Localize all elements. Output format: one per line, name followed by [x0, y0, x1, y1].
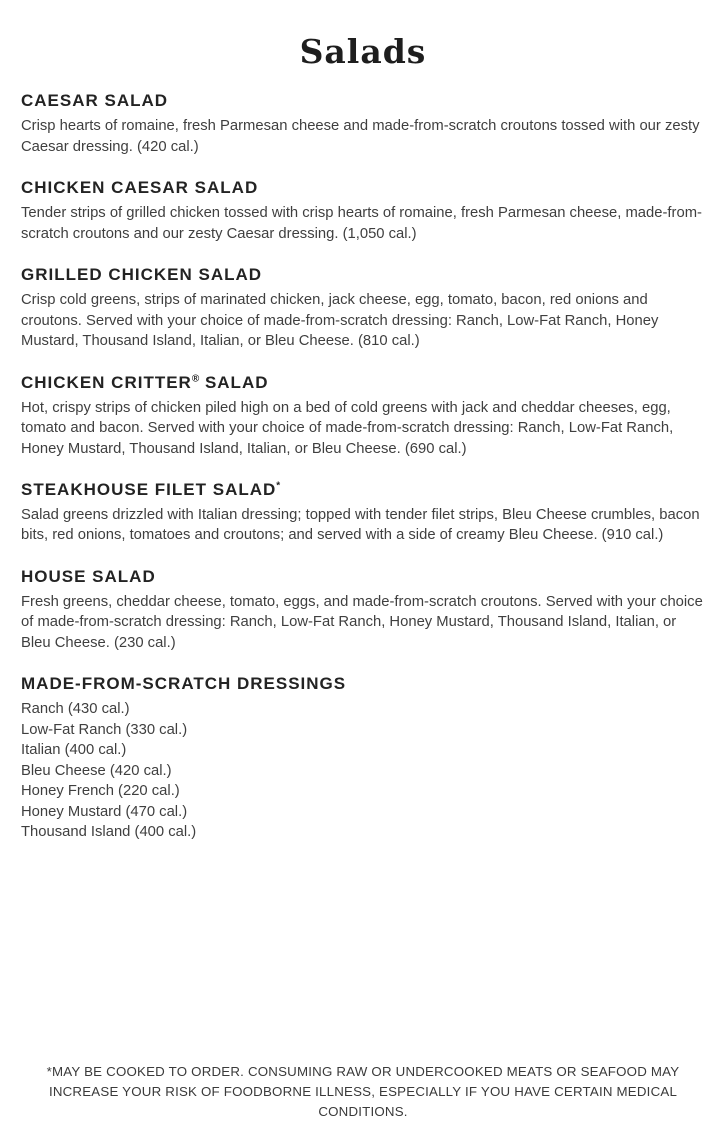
item-description: Crisp hearts of romaine, fresh Parmesan cheese and made-from-scratch croutons tossed with our zesty Caesar dressing. (420 cal.) — [21, 118, 700, 155]
item-description: Tender strips of grilled chicken tossed with crisp hearts of romaine, fresh Parmesan cheese, made-from-scratch croutons and our zesty Caesar dressing. (1,050 cal.) — [21, 205, 702, 242]
dressings-heading: MADE-FROM-SCRATCH DRESSINGS — [21, 674, 347, 694]
menu-item — [21, 372, 705, 459]
item-description: Salad greens drizzled with Italian dressing; topped with tender filet strips, Bleu Cheese crumbles, bacon bits, red onions, tomatoes and croutons; and served with a side of creamy Bleu Cheese. (910 cal.) — [21, 506, 700, 544]
item-name — [21, 566, 705, 589]
item-name-rest: SALAD — [199, 372, 269, 392]
item-name — [21, 479, 705, 502]
menu-items — [21, 90, 705, 653]
dressings-list — [21, 699, 705, 843]
menu-item — [21, 479, 705, 546]
dressing-option: Honey French (220 cal.) — [21, 783, 180, 800]
menu-item — [21, 264, 705, 351]
item-description: Fresh greens, cheddar cheese, tomato, eggs, and made-from-scratch croutons. Served with your choice of made-from-scratch dressing: Ranch, Low-Fat Ranch, Honey Mustard, Thousand Island, Italian, or Bleu Cheese. (230 cal.) — [21, 593, 703, 651]
item-name — [21, 372, 705, 395]
item-name-text: GRILLED CHICKEN SALAD — [21, 265, 263, 285]
page-title: Salads — [299, 32, 427, 71]
menu-item — [21, 566, 705, 653]
footnote — [0, 1062, 726, 1122]
item-name — [21, 264, 705, 287]
item-name-text: HOUSE SALAD — [21, 566, 156, 586]
dressing-option: Bleu Cheese (420 cal.) — [21, 762, 172, 779]
dressing-option: Ranch (430 cal.) — [21, 701, 130, 718]
footnote-text: *MAY BE COOKED TO ORDER. CONSUMING RAW OR UNDERCOOKED MEATS OR SEAFOOD MAY INCREASE YOUR RISK OF FOODBORNE ILLNESS, ESPECIALLY IF YOU HAVE CERTAIN MEDICAL CONDITIONS. — [46, 1064, 680, 1119]
dressing-option: Low-Fat Ranch (330 cal.) — [21, 721, 188, 738]
item-name — [21, 177, 705, 200]
dressing-option: Thousand Island (400 cal.) — [21, 824, 197, 841]
menu-item — [21, 90, 705, 157]
item-name-text: CHICKEN CAESAR SALAD — [21, 178, 259, 198]
item-name-text: CHICKEN CRITTER — [21, 372, 192, 392]
dressing-option: Honey Mustard (470 cal.) — [21, 803, 188, 820]
item-description: Hot, crispy strips of chicken piled high on a bed of cold greens with jack and cheddar cheeses, egg, tomato and bacon. Served with your choice of made-from-scratch dressing: Ranch, Low-Fat Ranch, Honey Mustard, Thousand Island, Italian, or Bleu Cheese. (690 cal.) — [21, 399, 674, 457]
item-mark: * — [276, 480, 281, 492]
item-description: Crisp cold greens, strips of marinated chicken, jack cheese, egg, tomato, bacon, red onions and croutons. Served with your choice of made-from-scratch dressing: Ranch, Low-Fat Ranch, Honey Mustard, Thousand Island, Italian, or Bleu Cheese. (810 cal.) — [21, 292, 659, 350]
dressings-section — [21, 673, 705, 842]
item-name-text: STEAKHOUSE FILET SALAD — [21, 480, 277, 500]
menu-item — [21, 177, 705, 244]
item-mark: ® — [191, 372, 200, 384]
item-name-text: CAESAR SALAD — [21, 91, 169, 111]
dressing-option: Italian (400 cal.) — [21, 742, 127, 759]
item-name — [21, 90, 705, 113]
